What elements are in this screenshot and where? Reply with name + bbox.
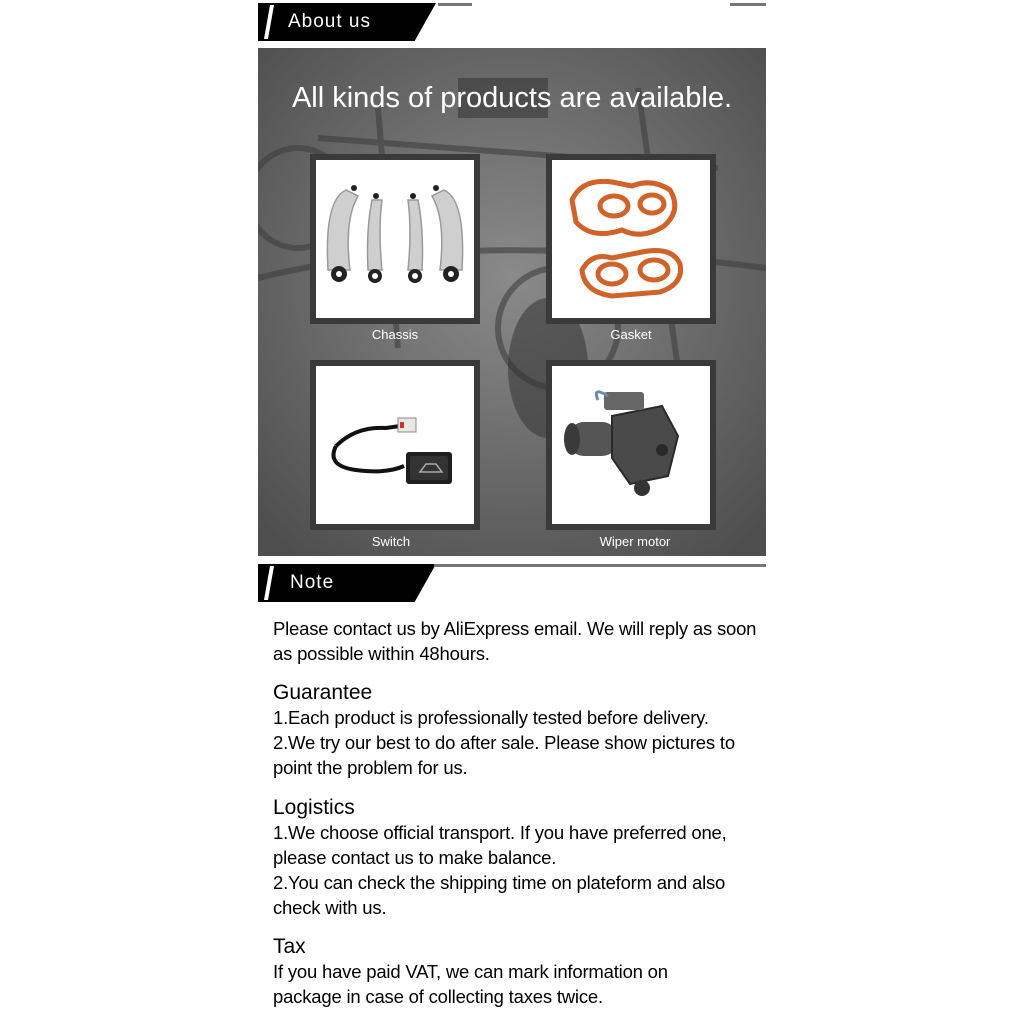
product-card-switch[interactable] bbox=[310, 360, 480, 530]
guarantee-line-2: 2.We try our best to do after sale. Please show pictures to point the problem for us. bbox=[273, 732, 735, 778]
section-heading-guarantee: Guarantee bbox=[273, 681, 373, 704]
switch-image bbox=[316, 366, 474, 524]
product-card-gasket[interactable] bbox=[546, 154, 716, 324]
section-heading-tax: Tax bbox=[273, 935, 306, 958]
products-panel bbox=[258, 48, 766, 556]
product-caption-switch: Switch bbox=[371, 534, 411, 549]
about-us-banner bbox=[258, 3, 766, 41]
wiper-motor-image bbox=[552, 366, 710, 524]
products-headline: All kinds of products are available. bbox=[291, 82, 733, 114]
banner-rule bbox=[730, 3, 766, 6]
note-intro: Please contact us by AliExpress email. We will reply as soon as possible within 48hours. bbox=[273, 618, 757, 664]
tax-line-1: If you have paid VAT, we can mark information on package in case of collecting taxes twice. bbox=[273, 961, 668, 1007]
product-caption-chassis: Chassis bbox=[371, 327, 419, 342]
banner-rule bbox=[438, 3, 472, 6]
product-card-wiper-motor[interactable] bbox=[546, 360, 716, 530]
product-caption-wiper-motor: Wiper motor bbox=[599, 534, 671, 549]
banner-rule bbox=[434, 564, 766, 567]
product-caption-gasket: Gasket bbox=[610, 327, 652, 342]
guarantee-line-1: 1.Each product is professionally tested before delivery. bbox=[273, 707, 709, 728]
note-banner bbox=[258, 564, 766, 602]
control-arm-image bbox=[316, 160, 474, 318]
logistics-line-1: 1.We choose official transport. If you have preferred one, please contact us to make balance. bbox=[273, 822, 727, 868]
note-title: Note bbox=[290, 572, 335, 593]
about-us-title: About us bbox=[288, 11, 371, 32]
logistics-line-2: 2.You can check the shipping time on plateform and also check with us. bbox=[273, 872, 726, 918]
section-heading-logistics: Logistics bbox=[273, 796, 355, 819]
product-card-chassis[interactable] bbox=[310, 154, 480, 324]
gasket-image bbox=[552, 160, 710, 318]
